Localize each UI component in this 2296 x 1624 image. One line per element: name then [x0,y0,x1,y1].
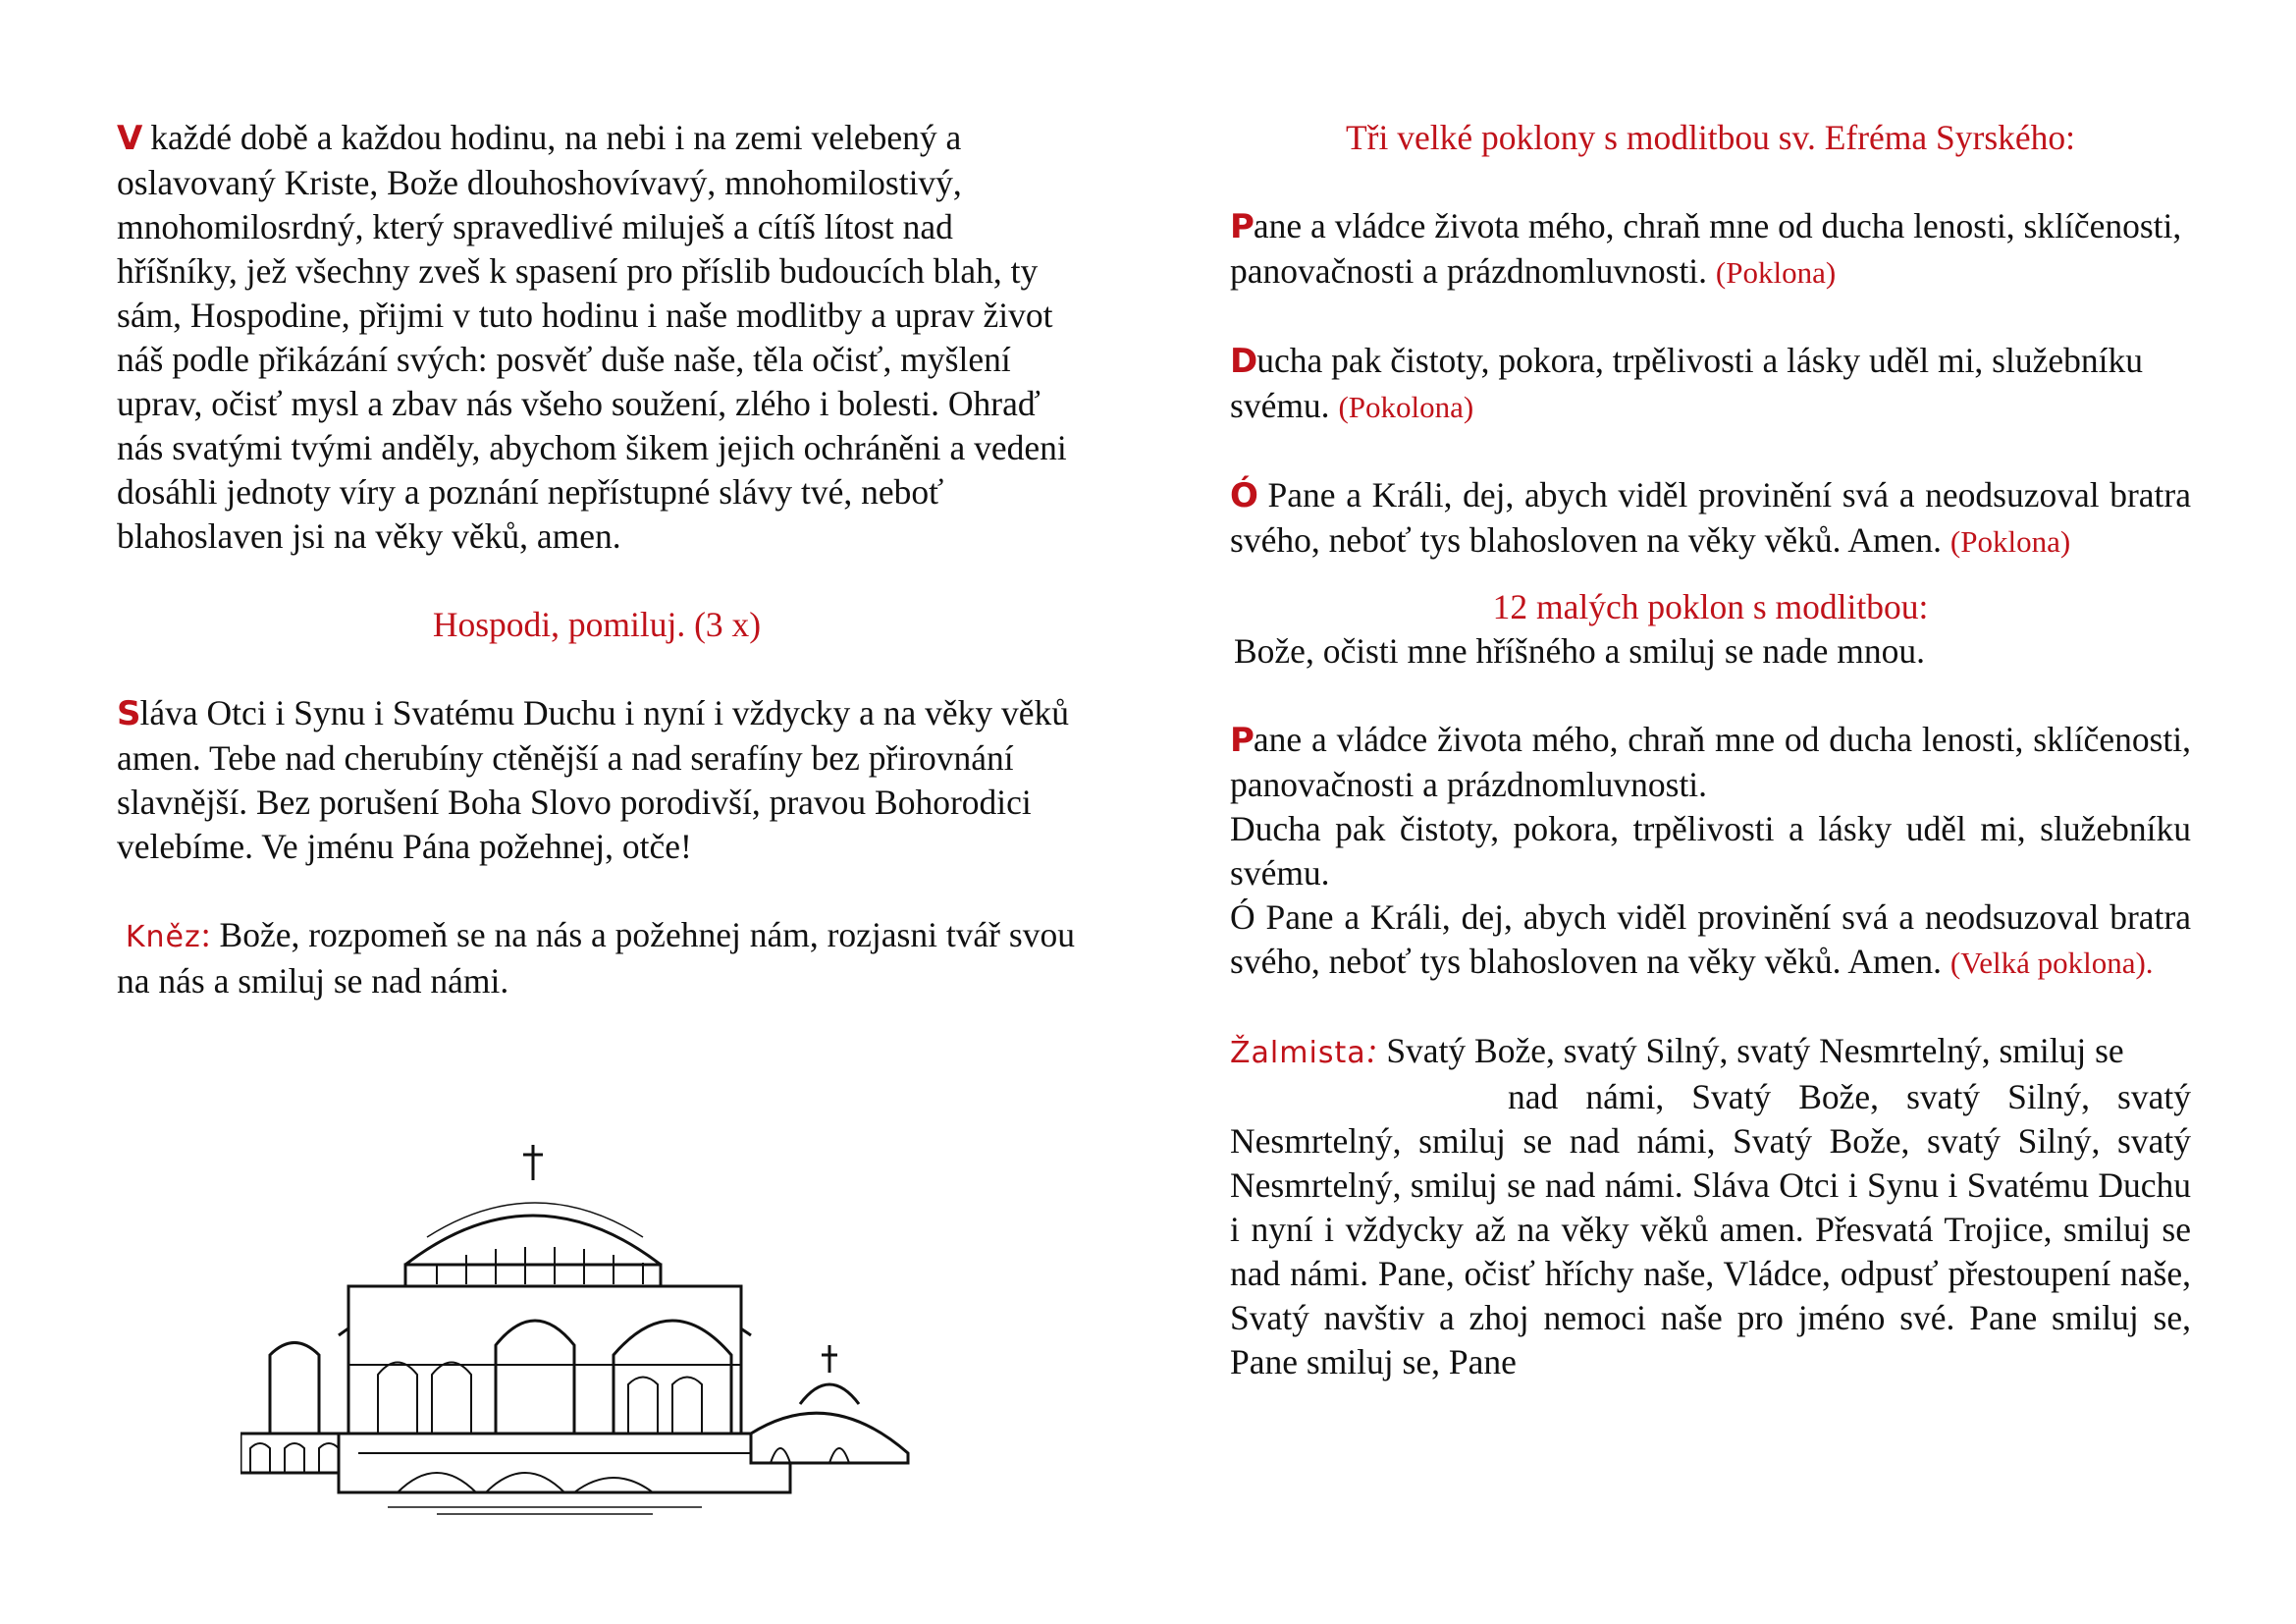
psalmist-line: Žalmista: Svatý Bože, svatý Silný, svatý Nesmrtelný, smiluj se [1230,1031,2124,1070]
rubric: (Poklona) [1949,524,2071,559]
section-title: Tři velké poklony s modlitbou sv. Efréma Syrského: [1345,118,2076,157]
prayer-text: ane a vládce života mého, chraň mne od ducha lenosti, sklíčenosti, panovačnosti a prázdnomluvnosti. [1230,720,2191,804]
church-illustration [240,1139,913,1517]
right-column [1230,116,2191,1384]
priest-line: Kněz: Bože, rozpomeň se na nás a požehnej nám, rozjasni tvář svou na nás a smiluj se nad námi. [117,915,1075,1001]
left-column [117,116,1077,1003]
drop-initial: V [117,119,142,158]
efrem-prayer-1 [1230,204,2191,295]
priest-text: Bože, rozpomeň se na nás a požehnej nám, rozjasni tvář svou na nás a smiluj se nad námi. [117,915,1075,1001]
drop-initial: P [1230,207,1254,246]
speaker-label: Žalmista [1230,1036,1366,1070]
full-prayer-1 [1230,718,2191,807]
rubric: (Velká poklona). [1949,946,2154,980]
psalmist-first-line: Svatý Bože, svatý Silný, svatý Nesmrtelný, smiluj se [1377,1031,2124,1070]
section-subtitle: 12 malých poklon s modlitbou: [1492,587,1929,626]
prayer-text: láva Otci i Synu i Svatému Duchu i nyní i vždycky a na věky věků amen. Tebe nad cherubíny ctěnější a nad serafíny bez přirovnání slavnější. Bez porušení Boha Slovo porodivší, pravou Bohorodici velebíme. Ve jménu Pána požehnej, otče! [117,693,1069,866]
drop-initial: S [117,694,140,733]
drop-initial: Ó [1230,476,1257,515]
drop-initial: D [1230,342,1257,381]
prayer-text: nad námi, Svatý Bože, svatý Silný, svatý Nesmrtelný, smiluj se nad námi, Svatý Bože, svatý Silný, svatý Nesmrtelný, smiluj se nad námi. Sláva Otci i Synu i Svatému Duchu i nyní i vždycky až na věky věků amen. Přesvatá Trojice, smiluj se nad námi. Pane, očisť hříchy naše, Vládce, odpusť přestoupení naše, Svatý navštiv a zhoj nemoci naše pro jméno své. Pane smiluj se, Pane smiluj se, Pane [1230,1077,2191,1381]
drop-initial: P [1230,721,1254,760]
prayer-paragraph-2 [117,691,1077,869]
prayer-text: ane a vládce života mého, chraň mne od ducha lenosti, sklíčenosti, panovačnosti a prázdnomluvnosti. [1230,206,2182,291]
short-prayer: Bože, očisti mne hříšného a smiluj se nade mnou. [1234,631,1925,671]
rubric: (Poklona) [1715,255,1837,290]
rubric-hospodi: Hospodi, pomiluj. (3 x) [432,605,762,644]
psalmist-text [1230,1075,2191,1384]
prayer-text: každé době a každou hodinu, na nebi i na zemi velebený a oslavovaný Kriste, Bože dlouhoshovívavý, mnohomilostivý, mnohomilosrdný, který spravedlivé miluješ a cítíš lítost nad hříšníky, jež všechny zveš k spasení pro příslib budoucích blah, ty sám, Hospodine, přijmi v tuto hodinu i naše modlitby a uprav život náš podle přikázání svých: posvěť duše naše, těla očisť, myšlení uprav, očisť mysl a zbav nás všeho soužení, zlého i bolesti. Ohraď nás svatými tvými anděly, abychom šikem jejich ochráněni a vedeni dosáhli jednoty víry a poznání nepřístupné slávy tvé, neboť blahoslaven jsi na věky věků, amen. [117,118,1067,556]
prayer-text: ucha pak čistoty, pokora, trpělivosti a lásky uděl mi, služebníku svému. [1230,341,2143,425]
full-prayer-3 [1230,895,2191,985]
prayer-text: Ó Pane a Králi, dej, abych viděl provinění svá a neodsuzoval bratra svého, neboť tys blahosloven na věky věků. Amen. [1230,897,2191,981]
prayer-paragraph-1 [117,116,1077,559]
efrem-prayer-2 [1230,339,2191,429]
rubric: (Pokolona) [1338,390,1474,424]
prayer-text: Pane a Králi, dej, abych viděl provinění svá a neodsuzoval bratra svého, neboť tys blahosloven na věky věků. Amen. [1230,475,2191,560]
efrem-prayer-3 [1230,473,2191,564]
full-prayer-2: Ducha pak čistoty, pokora, trpělivosti a lásky uděl mi, služebníku svému. [1230,809,2191,893]
speaker-label: Kněz [125,920,201,954]
